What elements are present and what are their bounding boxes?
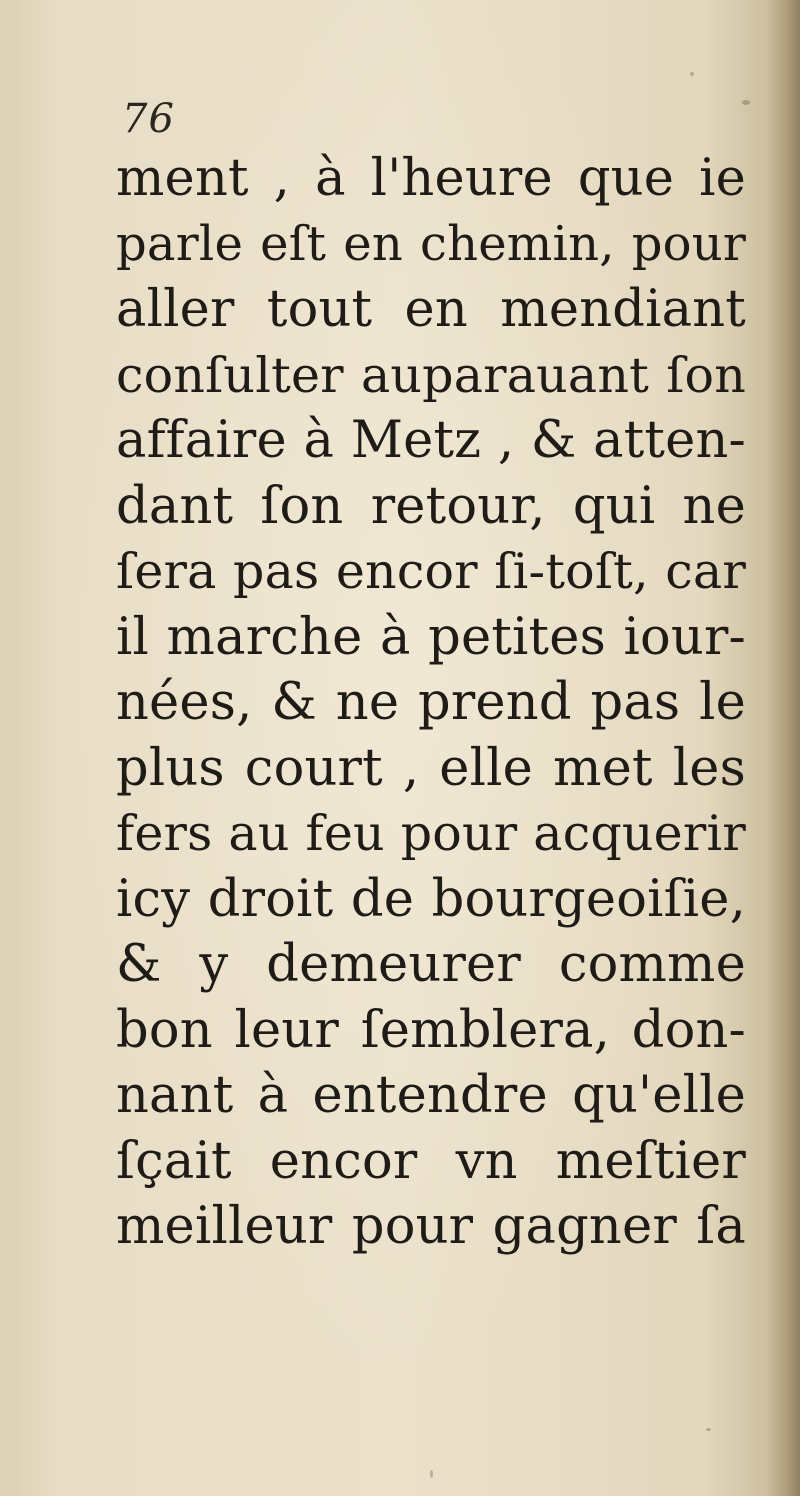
text-line: conſulter auparauant ſon bbox=[116, 346, 746, 404]
text-line: plus court , elle met les bbox=[116, 738, 746, 798]
text-line: nées, & ne prend pas le bbox=[116, 673, 746, 732]
page-number: 76 bbox=[122, 96, 175, 142]
paper-speck bbox=[690, 72, 694, 76]
paper-speck bbox=[706, 1428, 711, 1431]
text-line: fers au feu pour acquerir bbox=[116, 805, 746, 862]
paper-speck bbox=[430, 1470, 433, 1478]
body-text bbox=[116, 146, 746, 1260]
text-line: bon leur ſemblera, don- bbox=[116, 1000, 746, 1060]
text-line: affaire à Metz , & atten- bbox=[116, 411, 746, 470]
text-line: & y demeurer comme bbox=[116, 935, 746, 994]
page-gutter-shadow bbox=[766, 0, 800, 1496]
text-line: il marche à petites iour- bbox=[116, 607, 746, 667]
text-line: ſçait encor vn meſtier bbox=[116, 1131, 746, 1191]
text-line: parle eſt en chemin, pour bbox=[116, 215, 746, 272]
text-line: aller tout en mendiant bbox=[116, 280, 746, 339]
text-line: icy droit de bourgeoiſie, bbox=[116, 869, 746, 929]
text-line: dant ſon retour, qui ne bbox=[116, 476, 746, 536]
text-line: ment , à l'heure que ie bbox=[116, 149, 746, 208]
paper-speck bbox=[742, 100, 750, 105]
text-line: ſera pas encor ſi-toſt, car bbox=[116, 543, 746, 600]
text-line: meilleur pour gagner ſa bbox=[116, 1197, 746, 1256]
text-line: nant à entendre qu'elle bbox=[116, 1066, 746, 1125]
